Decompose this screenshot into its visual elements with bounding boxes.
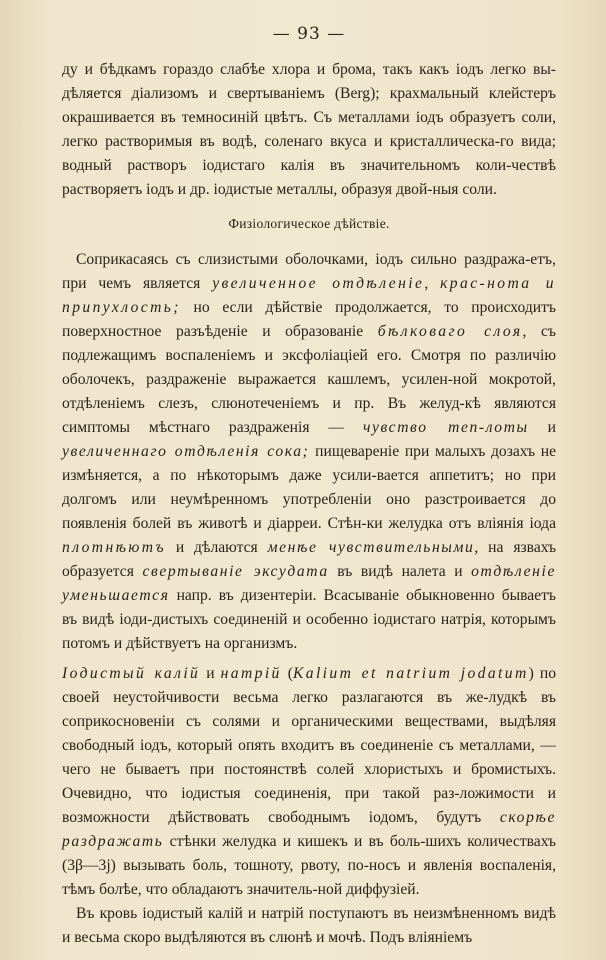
paragraph-chemistry (62, 58, 556, 202)
emphasis-run: крас-нота и припухлость; (62, 275, 556, 316)
text-run: и (528, 419, 557, 436)
emphasis-run: увеличенное отдѣленіе (212, 275, 425, 292)
emphasis-run: Іодистый калій (62, 665, 201, 682)
text-run: , (424, 275, 441, 292)
text-run: и дѣлаются (165, 539, 268, 556)
text-run: Соприкасаясь съ слизистыми оболочками, іодъ сильно раздража-етъ, при чемъ является (62, 251, 556, 292)
emphasis-run: увеличеннаго отдѣленія сока; (62, 443, 310, 460)
emphasis-run: Kalium et natrium jodatum (292, 665, 529, 682)
emphasis-run: натрій (220, 665, 282, 682)
text-run: , на язвахъ образуется (62, 539, 557, 580)
text-run: пищевареніе при малыхъ дозахъ не измѣняется, а по нѣкоторымъ даже усили-вается аппетитъ; но при долгомъ или неумѣренномъ употребленіи оно разстроивается до появленія болей въ животѣ и діарреи. Стѣн-ки желудка отъ вліянія іода (62, 443, 556, 532)
paragraph-text: Въ кровь іодистый калій и натрій поступаютъ въ неизмѣненномъ видѣ и весьма скоро выдѣляются въ слюнѣ и мочѣ. Подъ вліяніемъ (62, 905, 556, 946)
paragraph-iodides (62, 662, 556, 902)
emphasis-run: менѣе чувствительными (267, 539, 475, 556)
text-run: въ видѣ налета и (328, 563, 472, 580)
page-number: — 93 — (272, 24, 346, 44)
paragraph-text: ду и бѣдкамъ гораздо слабѣе хлора и брома, такъ какъ іодъ легко вы-дѣляется діализомъ и свертываніемъ (Berg); крахмальный клейстеръ окрашивается въ темносиній цвѣтъ. Съ металлами іодъ образуетъ соли, легко растворимыя въ водѣ, соленаго вкуса и кристаллическа-го вида; водный растворъ іодистаго калія въ значительномъ коли-чествѣ растворяетъ іодъ и др. іодистые металлы, образуя двой-ныя соли. (62, 61, 556, 198)
emphasis-run: чувство теп-лоты (362, 419, 529, 436)
emphasis-run: плотнѣютъ (62, 539, 166, 556)
emphasis-run: скорѣе раздражать (62, 809, 556, 850)
paragraph-blood (62, 902, 556, 950)
text-run: , съ подлежащимъ воспаленіемъ и эксфоліаціей его. Смотря по различію оболочекъ, раздраженіе выражается кашлемъ, усилен-ной мокротой, отдѣленіемъ слезъ, слюнотеченіемъ и пр. Въ желуд-кѣ являются симптомы мѣстнаго раздраженія — (62, 323, 556, 436)
text-run: ) по своей неустойчивости весьма легко разлагаются въ же-лудкѣ въ соприкосновеніи съ солями и органическими веществами, выдѣляя свободный іодъ, который опять входитъ въ соединеніе съ металлами, — чего не бываетъ при постоянствѣ солей хлористыхъ и бромистыхъ. Очевидно, что іодистыя соединенія, при такой раз-ложимости и возможности дѣйствовать свободнымъ іодомъ, будутъ (62, 665, 556, 826)
emphasis-run: свертываніе эксудата (142, 563, 329, 580)
text-run: напр. въ дизентеріи. Всасываніе обыкновенно бываетъ въ видѣ іоди-дистыхъ соединеній и особенно іодистаго натрія, которымъ потомъ и дѣйствуетъ на организмъ. (62, 587, 556, 652)
section-heading: Физіологическое дѣйствіе. (228, 216, 390, 231)
emphasis-run: отдѣленіе уменьшается (62, 563, 556, 604)
text-run: но если дѣйствіе продолжается, то происходитъ поверхностное разъѣденіе и образованіе (62, 299, 556, 340)
text-run: ( (281, 665, 293, 682)
text-run: и (200, 665, 221, 682)
paragraph-physiology (62, 248, 556, 656)
emphasis-run: бѣлковаго слоя (377, 323, 523, 340)
text-run: стѣнки желудка и кишекъ и въ боль-шихъ количествахъ (3β—3j) вызывать боль, тошноту, рвоту, по-носъ и явленія воспаленія, тѣмъ болѣе, что обладаютъ значитель-ной диффузіей. (62, 833, 556, 898)
